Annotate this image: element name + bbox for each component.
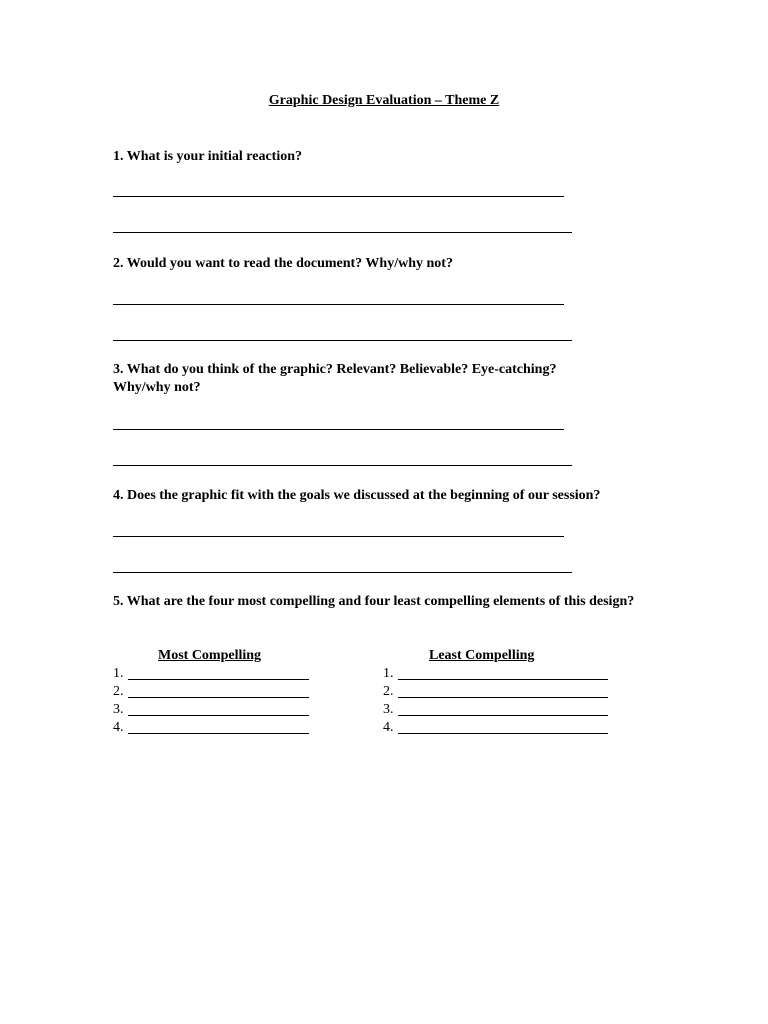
least-compelling-item-2[interactable]	[383, 683, 608, 701]
item-number: 3.	[113, 702, 124, 717]
most-compelling-heading: Most Compelling	[158, 648, 262, 663]
answer-blank[interactable]	[128, 665, 309, 680]
item-number: 2.	[113, 684, 124, 699]
most-compelling-item-3[interactable]	[113, 701, 309, 719]
answer-line-4a[interactable]	[113, 536, 564, 537]
item-number: 1.	[113, 666, 124, 681]
answer-line-4b[interactable]	[113, 572, 572, 573]
question-4: 4. Does the graphic fit with the goals we discussed at the beginning of our session?	[113, 488, 601, 503]
least-compelling-heading: Least Compelling	[429, 648, 535, 663]
most-compelling-item-4[interactable]	[113, 719, 309, 737]
least-compelling-item-4[interactable]	[383, 719, 608, 737]
answer-blank[interactable]	[128, 701, 309, 716]
question-5: 5. What are the four most compelling and four least compelling elements of this design?	[113, 594, 635, 609]
question-3: 3. What do you think of the graphic? Relevant? Believable? Eye-catching? Why/why not?	[113, 362, 557, 395]
answer-blank[interactable]	[128, 719, 309, 734]
answer-line-2b[interactable]	[113, 340, 572, 341]
page-title: Graphic Design Evaluation – Theme Z	[268, 93, 500, 108]
answer-blank[interactable]	[398, 665, 608, 680]
answer-blank[interactable]	[128, 683, 309, 698]
least-compelling-item-1[interactable]	[383, 665, 608, 683]
answer-blank[interactable]	[398, 701, 608, 716]
item-number: 2.	[383, 684, 394, 699]
item-number: 4.	[383, 720, 394, 735]
most-compelling-item-2[interactable]	[113, 683, 309, 701]
answer-line-3a[interactable]	[113, 429, 564, 430]
answer-blank[interactable]	[398, 719, 608, 734]
answer-line-1b[interactable]	[113, 232, 572, 233]
item-number: 4.	[113, 720, 124, 735]
question-1: 1. What is your initial reaction?	[113, 149, 303, 164]
item-number: 3.	[383, 702, 394, 717]
answer-line-1a[interactable]	[113, 196, 564, 197]
most-compelling-item-1[interactable]	[113, 665, 309, 683]
least-compelling-item-3[interactable]	[383, 701, 608, 719]
question-2: 2. Would you want to read the document? Why/why not?	[113, 256, 453, 271]
answer-line-3b[interactable]	[113, 465, 572, 466]
item-number: 1.	[383, 666, 394, 681]
answer-line-2a[interactable]	[113, 304, 564, 305]
answer-blank[interactable]	[398, 683, 608, 698]
